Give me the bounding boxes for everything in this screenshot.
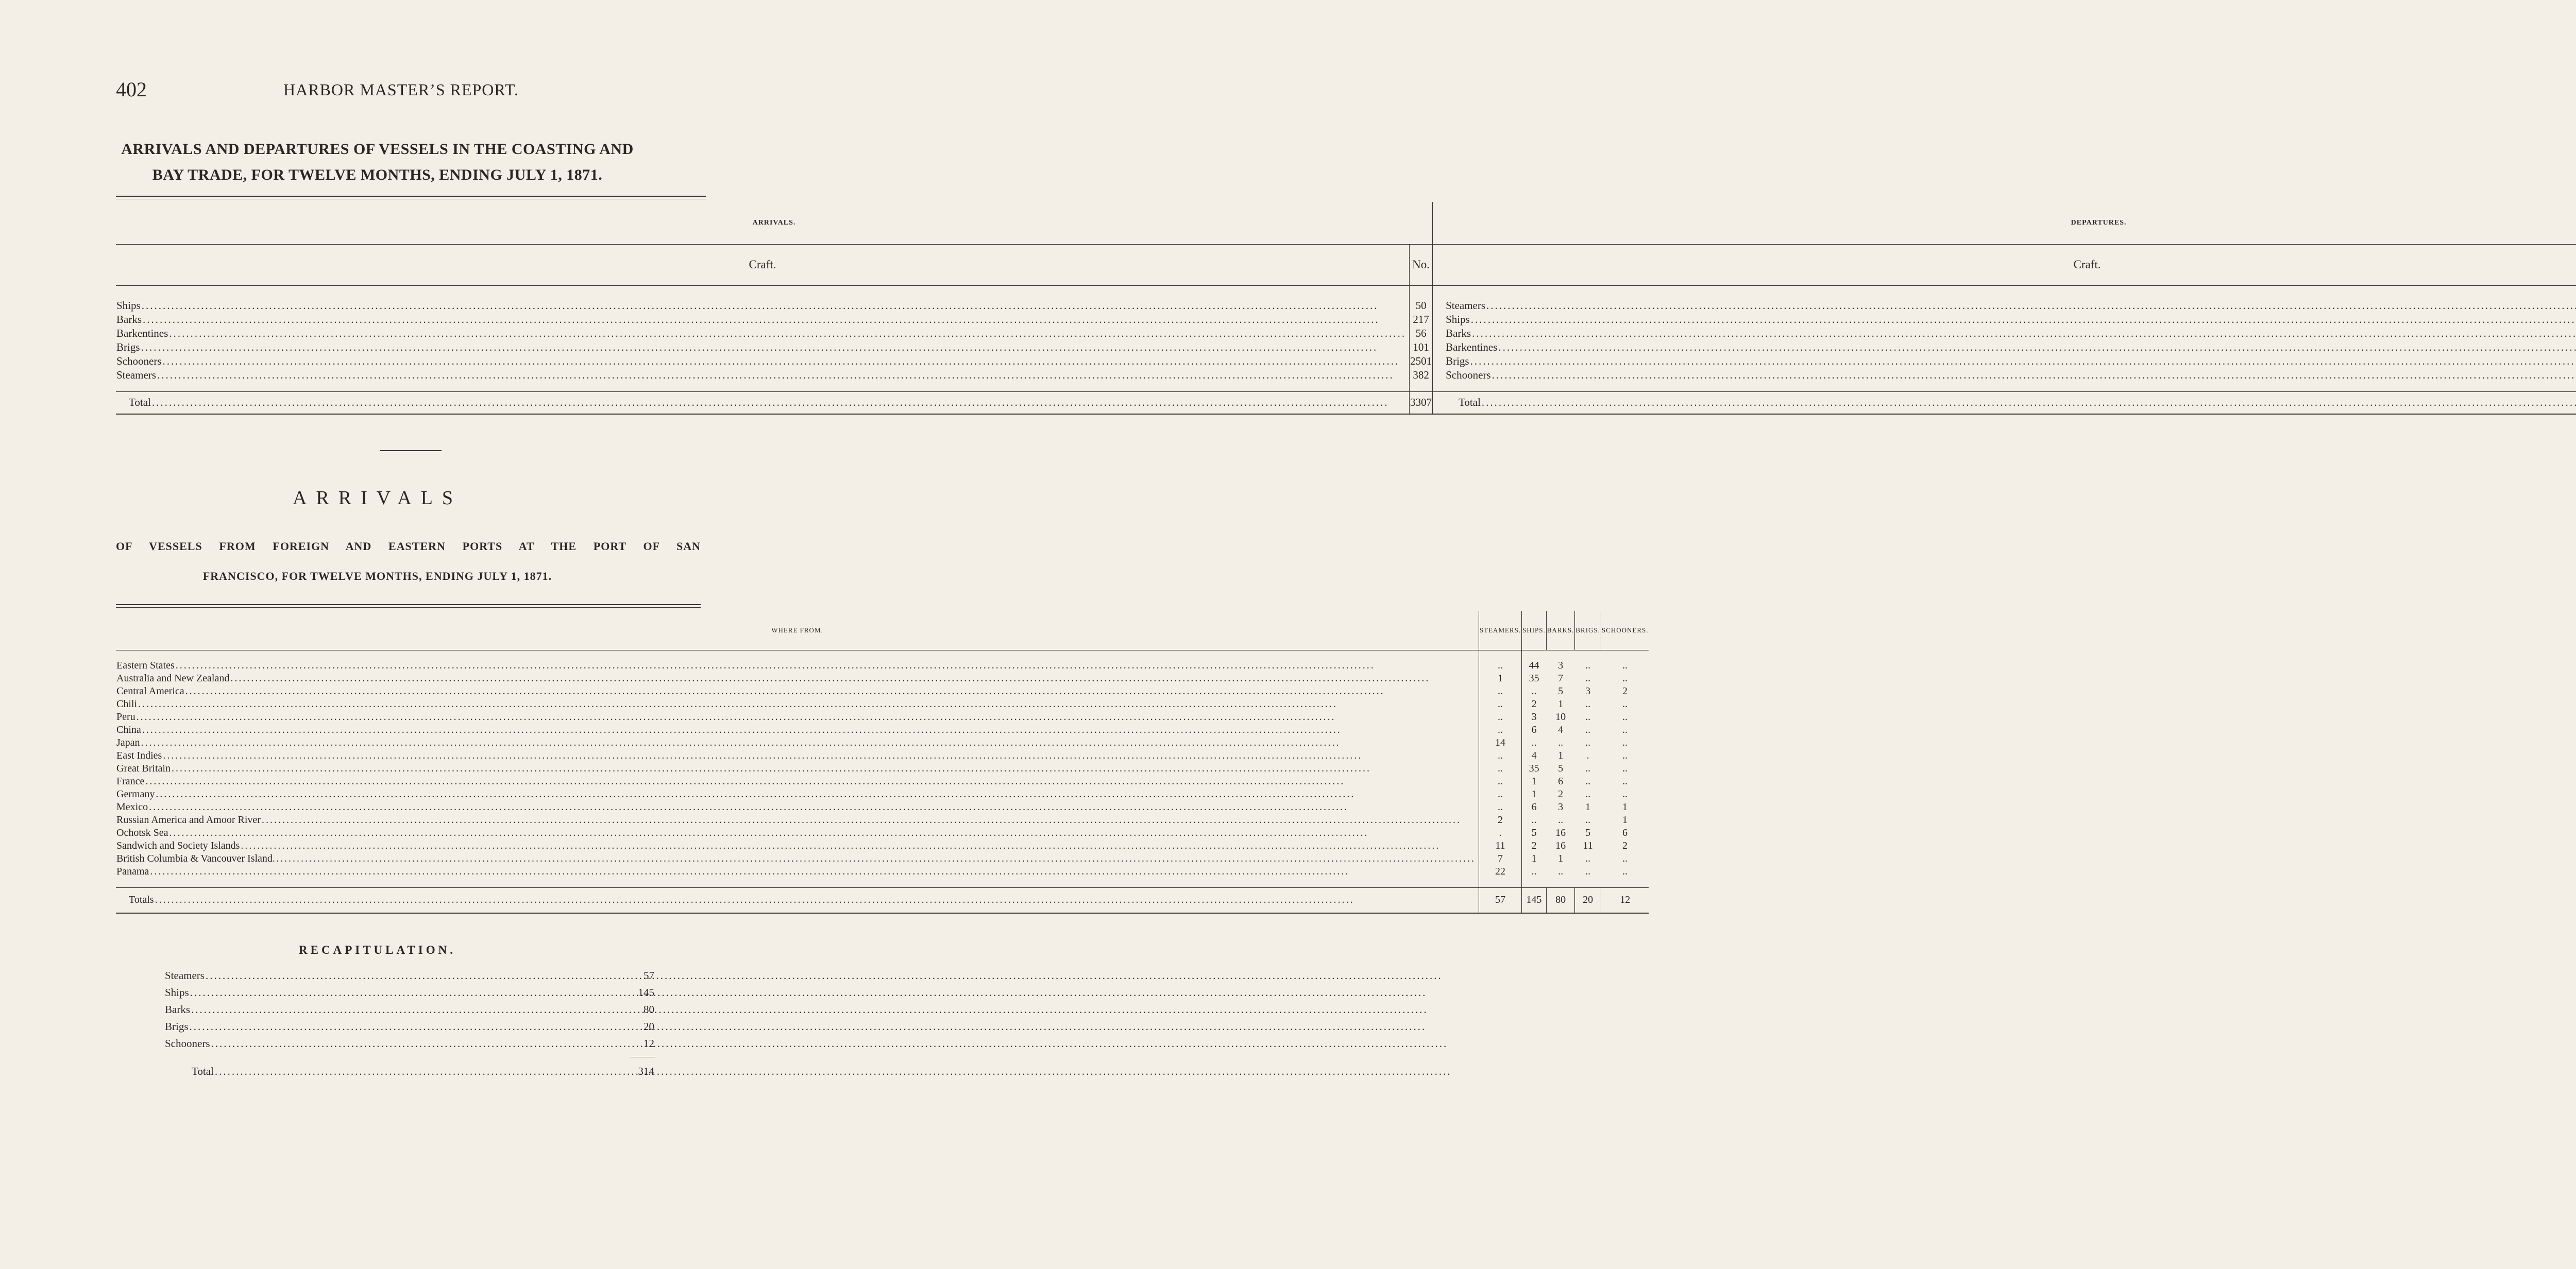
ships-cell: 35: [1529, 673, 1539, 684]
where-from-cell: [116, 736, 1479, 749]
where-from: Eastern States: [116, 660, 175, 671]
recap-row: [165, 1037, 654, 1054]
ships-cell: 2: [1531, 698, 1537, 710]
where-from: China: [116, 724, 141, 735]
foreign-row: [116, 672, 1649, 685]
steamers-cell: ..: [1479, 698, 1521, 711]
ships-cell: 1: [1531, 853, 1537, 864]
ships-cell: 44: [1529, 660, 1539, 671]
recap-label: Steamers: [165, 969, 205, 982]
where-from-cell: [116, 827, 1479, 839]
barks-cell: 7: [1558, 673, 1564, 684]
foreign-sub-line1: OF VESSELS FROM FOREIGN AND EASTERN PORTS AT THE PORT OF SAN: [116, 540, 701, 553]
barks-cell: 3: [1558, 801, 1564, 813]
brigs-cell: ..: [1585, 698, 1591, 710]
departure-craft: Schooners: [1446, 369, 1491, 381]
ships-cell: 2: [1531, 840, 1537, 851]
schooners-cell: ..: [1622, 776, 1628, 787]
arrival-craft-cell: [116, 354, 1410, 368]
brigs-cell: ..: [1585, 788, 1591, 800]
coasting-row: [116, 313, 2576, 327]
ships-cell: 5: [1531, 827, 1537, 838]
recap-label: Schooners: [165, 1037, 210, 1050]
recap-value: 80: [643, 1003, 654, 1016]
steamers-cell: 1: [1479, 672, 1521, 685]
recap-heading: RECAPITULATION.: [299, 944, 456, 956]
steamers-cell: ..: [1479, 659, 1521, 672]
where-from: East Indies: [116, 750, 162, 761]
ships-cell: 1: [1531, 776, 1537, 787]
arrivals-total-label: Total: [129, 396, 151, 409]
foreign-row: [116, 814, 1649, 827]
coasting-row: [116, 340, 2576, 354]
brigs-cell: ..: [1585, 737, 1591, 748]
total-steamers: 57: [1479, 887, 1521, 913]
departure-craft: Barkentines: [1446, 341, 1498, 353]
departures-total-label: Total: [1459, 396, 1481, 409]
where-from: Panama: [116, 866, 149, 877]
steamers-cell: ..: [1479, 801, 1521, 814]
schooners-cell: ..: [1622, 673, 1628, 684]
foreign-top-rule: [116, 604, 701, 605]
where-from-cell: [116, 698, 1479, 711]
brigs-cell: 11: [1583, 840, 1593, 851]
recap-value: 57: [643, 969, 654, 982]
section-separator: [380, 450, 442, 451]
brigs-cell: ..: [1585, 866, 1591, 877]
total-brigs: 20: [1575, 887, 1601, 913]
recap-value: 12: [643, 1037, 654, 1050]
brigs-header: BRIGS.: [1575, 611, 1601, 650]
where-from: Chili: [116, 698, 138, 710]
ships-cell: ..: [1531, 814, 1537, 826]
brigs-cell: 5: [1585, 827, 1591, 838]
where-from: Peru: [116, 711, 135, 723]
steamers-cell: 2: [1479, 814, 1521, 827]
ships-cell: 6: [1531, 801, 1537, 813]
steamers-header: STEAMERS.: [1479, 611, 1521, 650]
steamers-cell: 11: [1479, 839, 1521, 852]
foreign-row: [116, 724, 1649, 736]
arrivals-header: ARRIVALS.: [116, 202, 1433, 244]
ships-cell: 35: [1529, 763, 1539, 774]
barks-cell: ..: [1558, 814, 1564, 826]
brigs-cell: .: [1586, 750, 1589, 761]
steamers-cell: 7: [1479, 852, 1521, 865]
foreign-table: [116, 611, 1649, 914]
barks-cell: 16: [1555, 827, 1566, 838]
schooners-cell: ..: [1622, 866, 1628, 877]
foreign-totals-cell: [116, 887, 1479, 913]
barks-header: BARKS.: [1546, 611, 1575, 650]
recap-row: [165, 1020, 654, 1037]
table-top-rule: [116, 196, 706, 197]
steamers-cell: ..: [1479, 749, 1521, 762]
arrival-craft-cell: [116, 327, 1410, 340]
where-from-cell: [116, 724, 1479, 736]
ships-cell: ..: [1531, 866, 1537, 877]
foreign-row: [116, 775, 1649, 788]
schooners-cell: ..: [1622, 698, 1628, 710]
barks-cell: 1: [1558, 750, 1564, 761]
arrival-no: 101: [1410, 340, 1433, 354]
where-from: Mexico: [116, 801, 148, 813]
barks-cell: 5: [1558, 763, 1564, 774]
foreign-row: [116, 736, 1649, 749]
steamers-cell: ..: [1479, 762, 1521, 775]
barks-cell: 1: [1558, 853, 1564, 864]
steamers-cell: 22: [1479, 865, 1521, 878]
foreign-row: [116, 801, 1649, 814]
coasting-title: [0, 136, 755, 188]
coasting-row: [116, 327, 2576, 340]
departure-craft: Steamers: [1446, 299, 1486, 312]
foreign-row: [116, 839, 1649, 852]
ships-cell: 3: [1531, 711, 1537, 723]
recap-total-value: 314: [638, 1065, 654, 1077]
barks-cell: 6: [1558, 776, 1564, 787]
foreign-row: [116, 827, 1649, 839]
schooners-cell: 1: [1622, 814, 1628, 826]
where-from: France: [116, 776, 145, 787]
schooners-cell: ..: [1622, 660, 1628, 671]
arrival-no: 2501: [1410, 355, 1432, 367]
ships-cell: 1: [1531, 788, 1537, 800]
total-barks: 80: [1546, 887, 1575, 913]
departures-craft-header: Craft.: [1433, 244, 2576, 285]
departure-craft-cell: [1433, 368, 2576, 382]
brigs-cell: ..: [1585, 853, 1591, 864]
where-from-cell: [116, 685, 1479, 698]
departures-total-cell: [1433, 391, 2576, 414]
arrival-no: 382: [1410, 368, 1433, 382]
where-from-cell: [116, 865, 1479, 878]
barks-cell: 3: [1558, 660, 1564, 671]
coasting-title-line2: BAY TRADE, FOR TWELVE MONTHS, ENDING JULY 1, 1871.: [152, 166, 603, 183]
steamers-cell: ..: [1479, 788, 1521, 801]
arrivals-total-cell: [116, 391, 1410, 414]
foreign-row: [116, 749, 1649, 762]
where-from-cell: [116, 762, 1479, 775]
barks-cell: ..: [1558, 866, 1564, 877]
barks-cell: 4: [1558, 724, 1564, 735]
barks-cell: 1: [1558, 698, 1564, 710]
arrival-craft: Steamers: [116, 369, 156, 381]
total-schooners: 12: [1620, 894, 1631, 906]
where-from: Sandwich and Society Islands: [116, 840, 240, 851]
brigs-cell: ..: [1585, 763, 1591, 774]
where-from-cell: [116, 775, 1479, 788]
arrival-no: 217: [1410, 313, 1433, 327]
barks-cell: 5: [1558, 685, 1564, 697]
foreign-row: [116, 852, 1649, 865]
where-from: Ochotsk Sea: [116, 827, 168, 838]
where-from: Australia and New Zealand: [116, 673, 230, 684]
running-title: HARBOR MASTER’S REPORT.: [283, 80, 519, 99]
ships-cell: 4: [1531, 750, 1537, 761]
where-from: Japan: [116, 737, 140, 748]
brigs-cell: ..: [1585, 673, 1591, 684]
arrival-craft-cell: [116, 340, 1410, 354]
departure-craft-cell: [1433, 313, 2576, 327]
schooners-header: SCHOONERS.: [1601, 626, 1649, 634]
where-from: Great Britain: [116, 763, 171, 774]
brigs-cell: ..: [1585, 814, 1591, 826]
departure-craft: Ships: [1446, 313, 1470, 325]
brigs-cell: ..: [1585, 660, 1591, 671]
arrival-craft: Ships: [116, 299, 141, 312]
schooners-cell: ..: [1622, 750, 1628, 761]
total-ships: 145: [1522, 887, 1547, 913]
schooners-cell: 1: [1622, 801, 1628, 813]
barks-cell: ..: [1558, 737, 1564, 748]
where-from-cell: [116, 711, 1479, 724]
where-from-cell: [116, 814, 1479, 827]
brigs-cell: 3: [1585, 685, 1591, 697]
arrival-no: 56: [1410, 327, 1433, 340]
schooners-cell: ..: [1622, 711, 1628, 723]
recap-row: [165, 986, 654, 1003]
where-from-cell: [116, 659, 1479, 672]
barks-cell: 2: [1558, 788, 1564, 800]
schooners-cell: ..: [1622, 788, 1628, 800]
recap-value: 145: [638, 986, 654, 999]
brigs-cell: 1: [1585, 801, 1591, 813]
departure-craft: Brigs: [1446, 355, 1469, 367]
foreign-row: [116, 711, 1649, 724]
departures-header: DEPARTURES.: [2071, 218, 2127, 227]
schooners-cell: ..: [1622, 853, 1628, 864]
where-from: Russian America and Amoor River: [116, 814, 261, 826]
recap-total-row: [192, 1065, 654, 1082]
brigs-cell: ..: [1585, 711, 1591, 723]
where-from-cell: [116, 672, 1479, 685]
barks-cell: 16: [1555, 840, 1566, 851]
ships-cell: ..: [1531, 685, 1537, 697]
schooners-cell: ..: [1622, 763, 1628, 774]
steamers-cell: 14: [1479, 736, 1521, 749]
where-from-cell: [116, 749, 1479, 762]
where-from-cell: [116, 839, 1479, 852]
foreign-arrivals-heading: ARRIVALS: [292, 487, 463, 509]
steamers-cell: ..: [1479, 724, 1521, 736]
arrival-no: 50: [1410, 299, 1433, 313]
where-from: Germany: [116, 788, 155, 800]
coasting-row: [116, 354, 2576, 368]
arrival-craft: Schooners: [116, 355, 162, 367]
schooners-cell: 2: [1622, 840, 1628, 851]
coasting-table: [116, 202, 2576, 415]
where-from-cell: [116, 852, 1479, 865]
arrival-craft-cell: [116, 313, 1410, 327]
ships-cell: 6: [1531, 724, 1537, 735]
steamers-cell: ..: [1479, 711, 1521, 724]
schooners-cell: ..: [1622, 724, 1628, 735]
arrival-craft: Barkentines: [116, 327, 168, 339]
steamers-cell: .: [1479, 827, 1521, 839]
departure-craft-cell: [1433, 299, 2576, 313]
recap-label: Brigs: [165, 1020, 189, 1033]
foreign-row: [116, 762, 1649, 775]
foreign-row: [116, 685, 1649, 698]
arrival-craft-cell: [116, 299, 1410, 313]
recap-label: Barks: [165, 1003, 190, 1016]
where-from-cell: [116, 801, 1479, 814]
ships-cell: ..: [1531, 737, 1537, 748]
schooners-cell: 6: [1622, 827, 1628, 838]
where-from-header: WHERE FROM.: [116, 611, 1479, 650]
foreign-row: [116, 698, 1649, 711]
foreign-totals-label: Totals: [129, 894, 154, 906]
departure-craft-cell: [1433, 327, 2576, 340]
barks-cell: 10: [1555, 711, 1566, 723]
brigs-cell: ..: [1585, 724, 1591, 735]
departure-craft-cell: [1433, 354, 2576, 368]
foreign-top-rule-thin: [116, 607, 701, 608]
foreign-row: [116, 865, 1649, 878]
arrivals-craft-header: Craft.: [116, 244, 1410, 285]
schooners-cell: ..: [1622, 737, 1628, 748]
where-from: Central America: [116, 685, 184, 697]
coasting-row: [116, 368, 2576, 382]
arrivals-no-header: No.: [1410, 244, 1433, 285]
schooners-cell: 2: [1622, 685, 1628, 697]
where-from-cell: [116, 788, 1479, 801]
arrivals-total: 3307: [1410, 391, 1433, 414]
ships-header: SHIPS.: [1522, 611, 1547, 650]
steamers-cell: ..: [1479, 775, 1521, 788]
foreign-row: [116, 659, 1649, 672]
recap-label: Ships: [165, 986, 189, 999]
coasting-row: [116, 299, 2576, 313]
coasting-title-line1: ARRIVALS AND DEPARTURES OF VESSELS IN THE COASTING AND: [121, 141, 634, 158]
page-number: 402: [116, 78, 147, 101]
where-from: British Columbia & Vancouver Island.: [116, 853, 275, 864]
arrival-craft: Barks: [116, 313, 142, 325]
brigs-cell: ..: [1585, 776, 1591, 787]
recap-value: 20: [643, 1020, 654, 1033]
departure-craft: Barks: [1446, 327, 1471, 339]
arrival-craft: Brigs: [116, 341, 140, 353]
foreign-row: [116, 788, 1649, 801]
foreign-sub-line2: FRANCISCO, FOR TWELVE MONTHS, ENDING JULY 1, 1871.: [202, 570, 552, 582]
recap-row: [165, 969, 654, 986]
departure-craft-cell: [1433, 340, 2576, 354]
recap-row: [165, 1003, 654, 1020]
steamers-cell: ..: [1479, 685, 1521, 698]
recap-total-label: Total: [192, 1065, 214, 1077]
page-header: [0, 77, 755, 108]
arrival-craft-cell: [116, 368, 1410, 382]
